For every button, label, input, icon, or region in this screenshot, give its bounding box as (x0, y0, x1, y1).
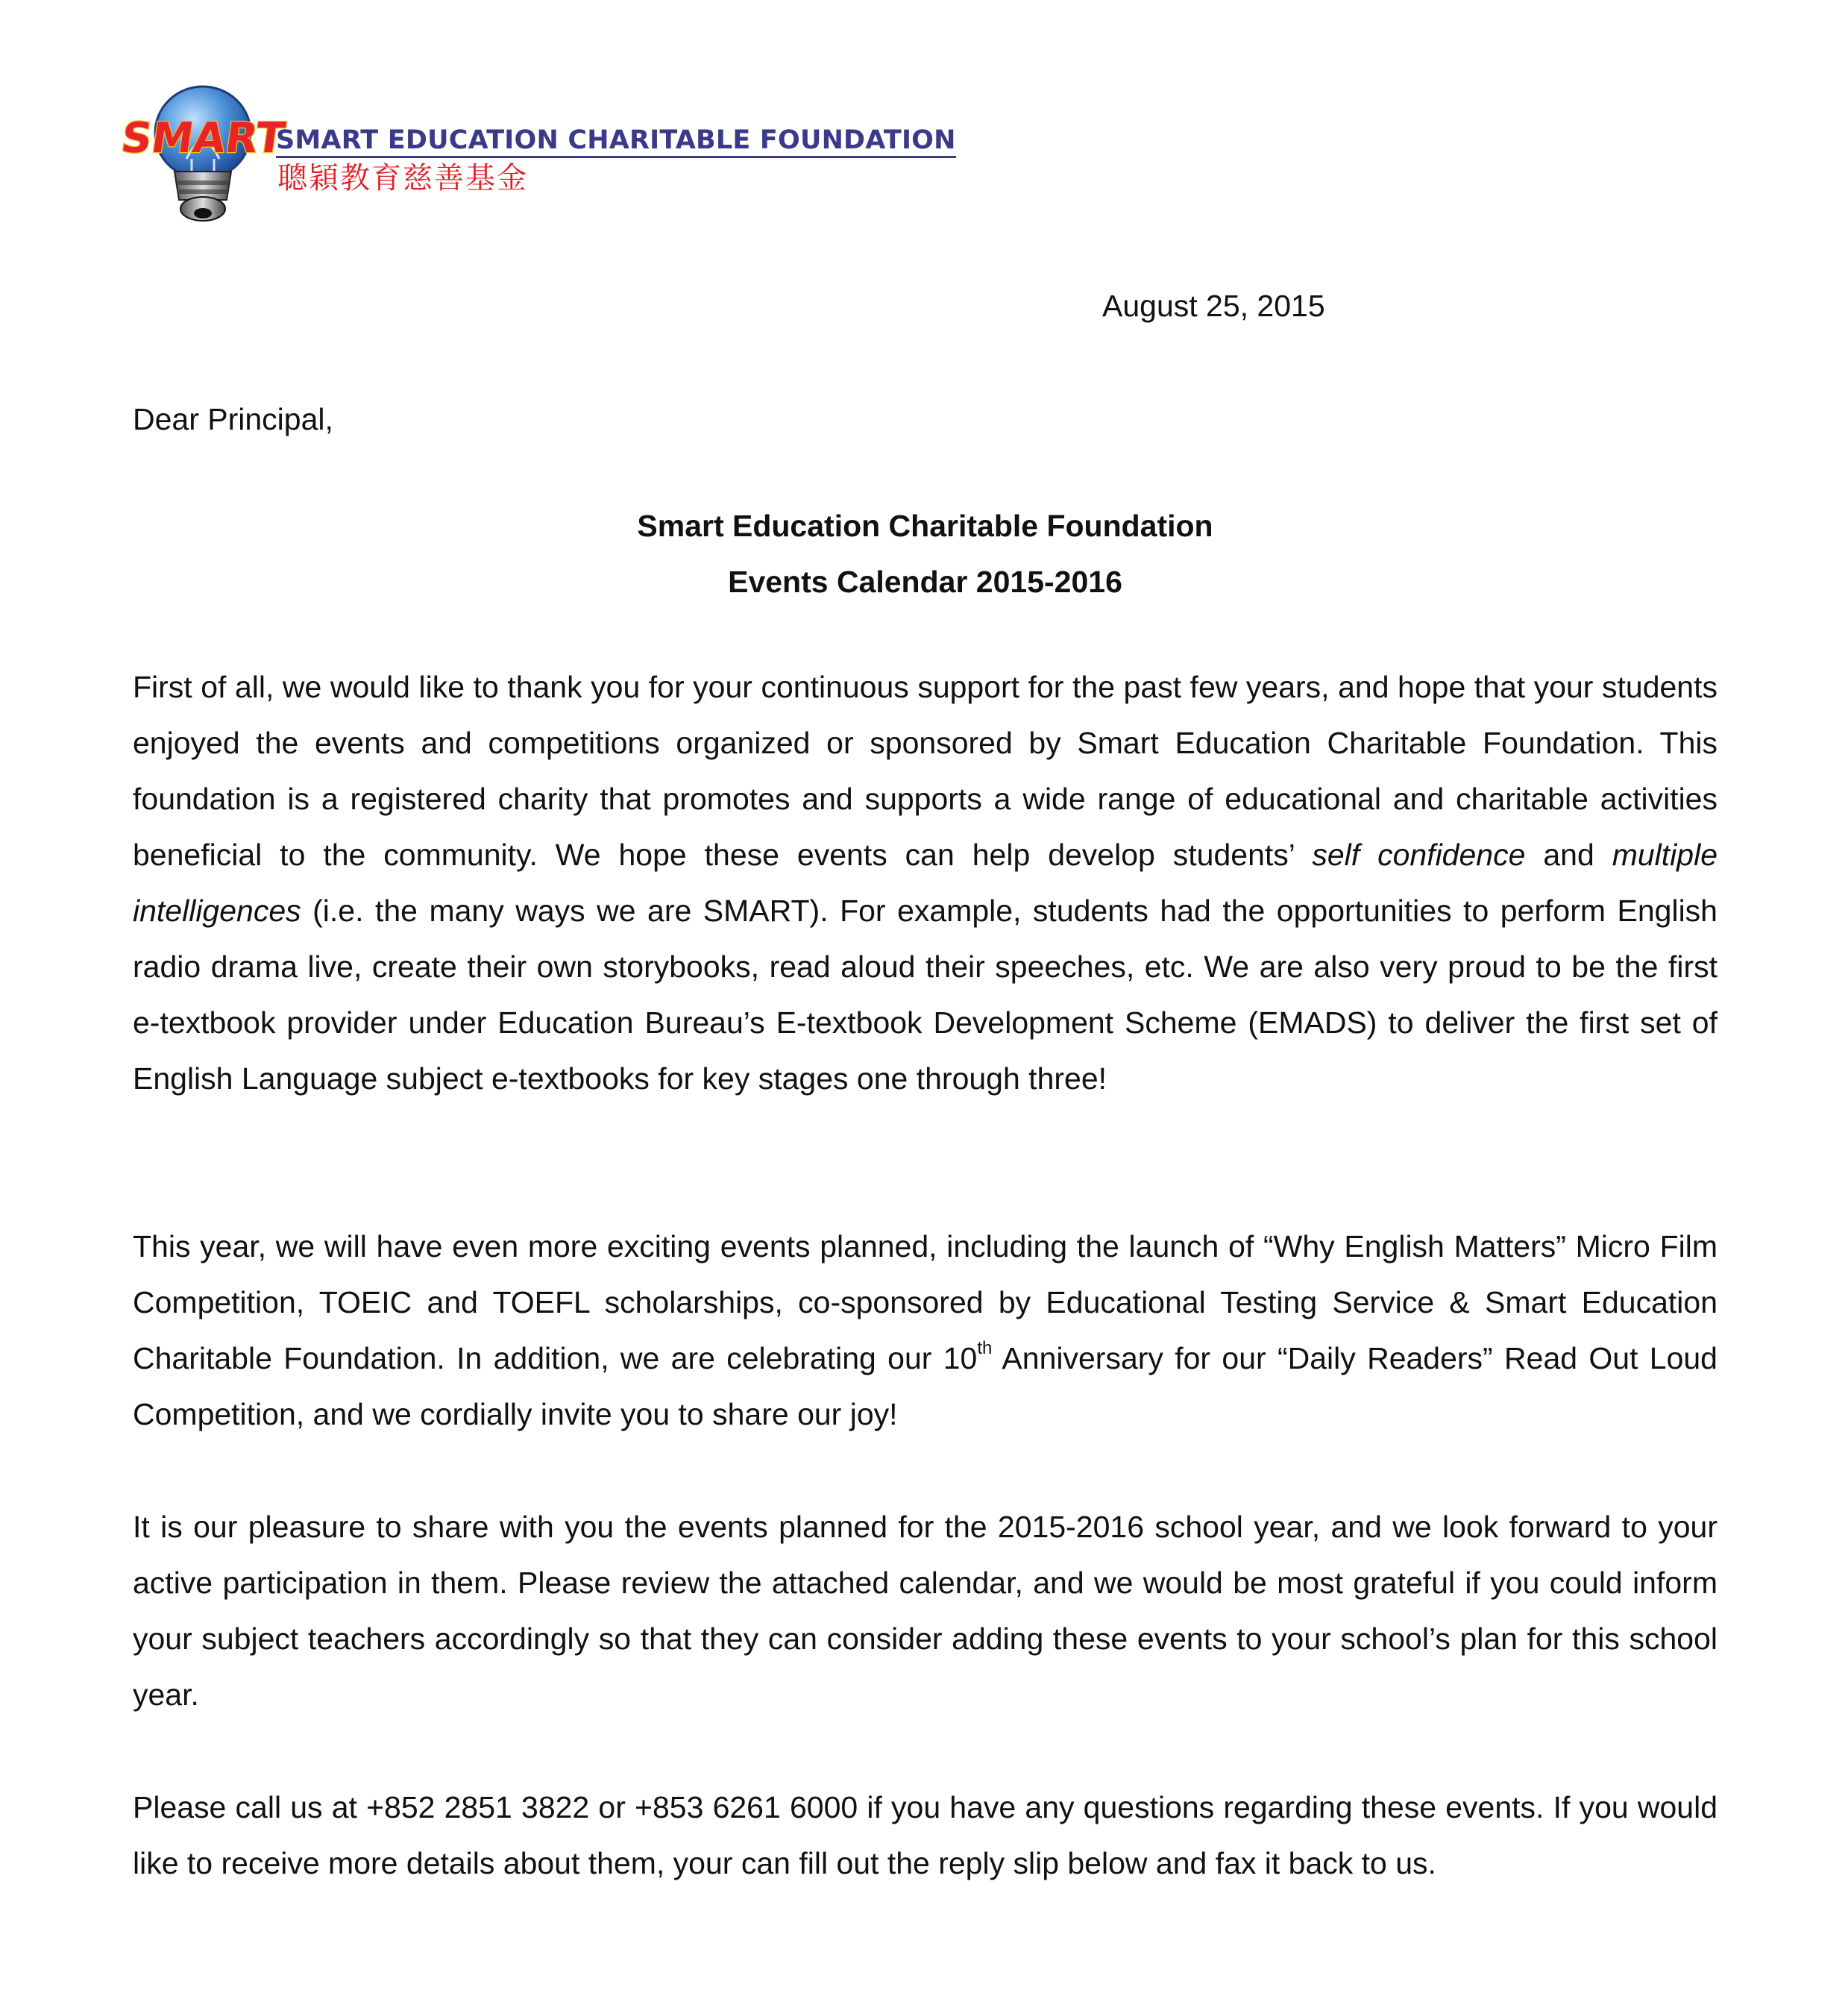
ordinal-suffix: th (977, 1338, 993, 1358)
paragraph-text: (i.e. the many ways we are SMART). For example, students had the opportunities to perform English radio drama live, create their own storybooks, read aloud their speeches, etc. We are also very proud to be the first e-textbook provider under Education Bureau’s E-textbook Development Scheme (EMADS) to deliver the first set of English Language subject e-textbooks for key stages one through three! (133, 894, 1717, 1096)
smart-lightbulb-logo (118, 81, 288, 230)
paragraph-text: Anniversary for our “Daily Readers” Read Out Loud Competition, and we cordially invite you to share our joy! (133, 1341, 1717, 1431)
paragraph-text: This year, we will have even more exciting events planned, including the launch of “Why English Matters” Micro Film Competition, TOEIC and TOEFL scholarships, co-sponsored by Educational Testing Service & Smart Education Charitable Foundation. In addition, we are celebrating our 10 (133, 1229, 1717, 1375)
paragraph-intro (133, 659, 1717, 1107)
org-name-english: SMART EDUCATION CHARITABLE FOUNDATION (276, 125, 956, 158)
emphasis-text: multiple intelligences (133, 838, 1717, 928)
paragraph-contact: Please call us at +852 2851 3822 or +853 6261 6000 if you have any questions regarding these events. If you would like to receive more details about them, your can fill out the reply slip below and fax it back to us. (133, 1790, 1717, 1880)
letter-title (133, 498, 1717, 610)
paragraph-events (133, 1219, 1717, 1443)
svg-text:SMART: SMART (118, 114, 288, 163)
title-line-2: Events Calendar 2015-2016 (728, 565, 1122, 599)
paragraph-calendar-request: It is our pleasure to share with you the events planned for the 2015-2016 school year, and we look forward to your active participation in them. Please review the attached calendar, and we would be most grateful if you could inform your subject teachers accordingly so that they can consider adding these events to your school’s plan for this school year. (133, 1510, 1717, 1712)
paragraph-text: and (1525, 838, 1612, 872)
emphasis-text: self confidence (1312, 838, 1526, 872)
title-line-1: Smart Education Charitable Foundation (637, 509, 1213, 543)
letter-date: August 25, 2015 (1102, 289, 1325, 323)
paragraph-text: First of all, we would like to thank you for your continuous support for the past few years, and hope that your students enjoyed the events and competitions organized or sponsored by Smart Education Charitable Foundation. This foundation is a registered charity that promotes and supports a wide range of educational and charitable activities beneficial to the community. We hope these events can help develop students’ (133, 670, 1717, 872)
letterhead (118, 81, 956, 230)
salutation: Dear Principal, (133, 402, 333, 436)
org-name-chinese: 聰穎教育慈善基金 (277, 161, 528, 195)
